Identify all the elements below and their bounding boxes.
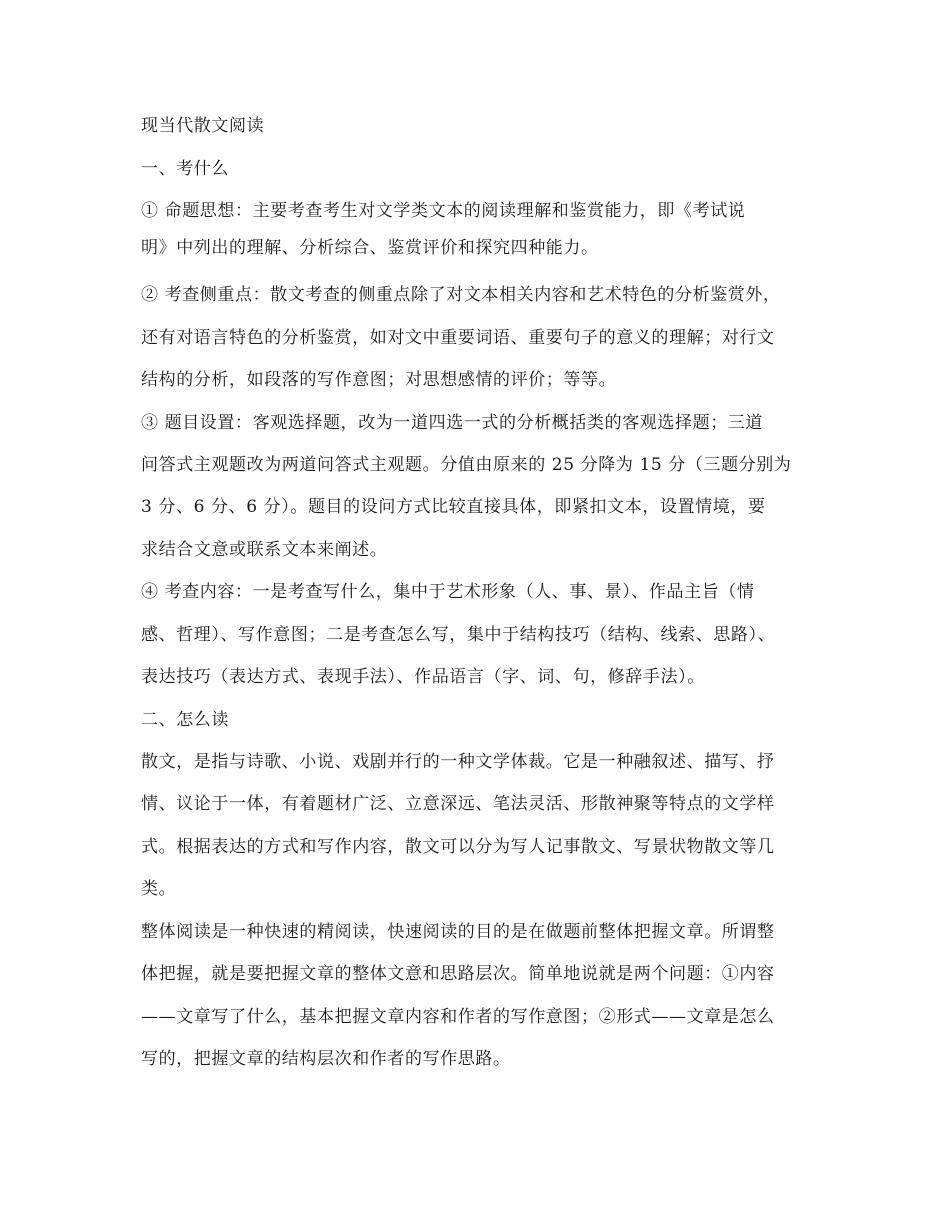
para2-line4: 写的，把握文章的结构层次和作者的写作思路。 [141, 1049, 511, 1069]
para2-line2: 体把握，就是要把握文章的整体文意和思路层次。简单地说就是两个问题：①内容 [141, 964, 775, 984]
para1-line2: 情、议论于一体，有着题材广泛、立意深远、笔法灵活、形散神聚等特点的文学样 [141, 794, 775, 814]
item3-line4: 求结合文意或联系文本来阐述。 [141, 540, 388, 560]
item4-line2: 感、哲理）、写作意图；二是考查怎么写，集中于结构技巧（结构、线索、思路）、 [141, 625, 776, 645]
item3-line2: 问答式主观题改为两道问答式主观题。分值由原来的 25 分降为 15 分（三题分别为 [141, 455, 792, 475]
item2-line2: 还有对语言特色的分析鉴赏，如对文中重要词语、重要句子的意义的理解；对行文 [141, 328, 775, 348]
item2-line3: 结构的分析，如段落的写作意图；对思想感情的评价；等等。 [141, 370, 617, 390]
para1-line4: 类。 [141, 879, 177, 899]
section-heading-how-to-read: 二、怎么读 [141, 710, 229, 730]
page-title: 现当代散文阅读 [141, 116, 265, 136]
section-heading-what-to-test: 一、考什么 [141, 159, 229, 179]
para1-line1: 散文，是指与诗歌、小说、戏剧并行的一种文学体裁。它是一种融叙述、描写、抒 [141, 752, 775, 772]
item4-line1: ④ 考查内容：一是考查写什么，集中于艺术形象（人、事、景）、作品主旨（情 [141, 582, 755, 602]
item3-line3: 3 分、6 分、6 分）。题目的设问方式比较直接具体，即紧扣文本，设置情境，要 [141, 497, 766, 517]
item4-line3: 表达技巧（表达方式、表现手法）、作品语言（字、词、句，修辞手法）。 [141, 667, 705, 687]
para2-line3: ——文章写了什么，基本把握文章内容和作者的写作意图；②形式——文章是怎么 [141, 1007, 775, 1027]
para1-line3: 式。根据表达的方式和写作内容，散文可以分为写人记事散文、写景状物散文等几 [141, 837, 775, 857]
item1-line1: ① 命题思想：主要考查考生对文学类文本的阅读理解和鉴赏能力，即《考试说 [141, 201, 746, 221]
para2-line1: 整体阅读是一种快速的精阅读，快速阅读的目的是在做题前整体把握文章。所谓整 [141, 922, 775, 942]
item2-line1: ② 考查侧重点：散文考查的侧重点除了对文本相关内容和艺术特色的分析鉴赏外， [141, 285, 781, 305]
item1-line2: 明》中列出的理解、分析综合、鉴赏评价和探究四种能力。 [141, 238, 599, 258]
item3-line1: ③ 题目设置：客观选择题，改为一道四选一式的分析概括类的客观选择题；三道 [141, 413, 764, 433]
